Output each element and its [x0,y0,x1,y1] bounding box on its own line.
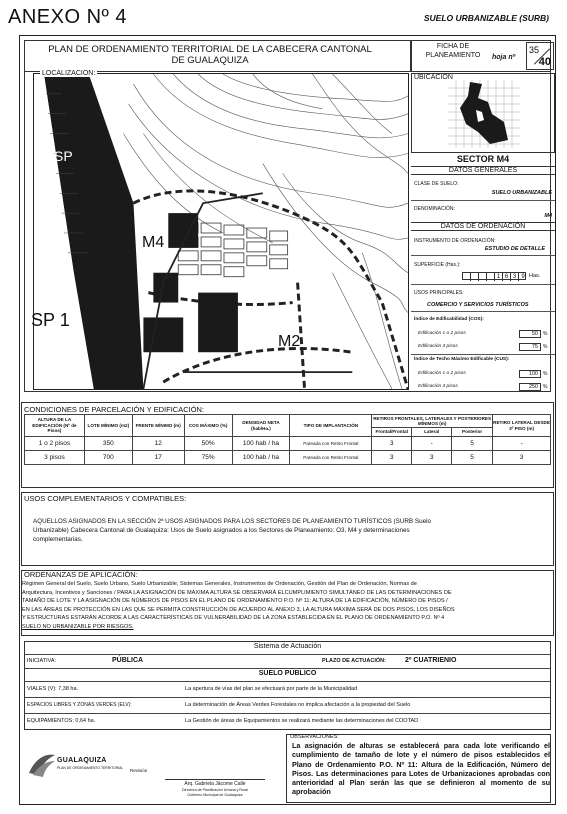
cell-densidad: 100 hab / ha [232,437,290,451]
plazo-label: PLAZO DE ACTUACIÓN: [322,658,386,664]
map-label-sp: SP [54,148,73,164]
pct-sign: % [543,331,548,337]
th-lateral: Lateral [412,428,452,437]
th-cos: COS MÁXIMO (%) [184,415,232,437]
cus-row-2-label: Edificación 3 pisos [418,384,458,389]
cell-lote: 350 [84,437,132,451]
pct-sign: % [543,384,548,390]
localizacion-label: LOCALIZACION: [42,70,96,77]
map-label-sp1: SP 1 [31,310,70,330]
ordenanzas-title: ORDENANZAS DE APLICACIÓN: [24,570,138,579]
cell-cos: 50% [184,437,232,451]
cell-lote: 700 [84,451,132,465]
cell-frente: 17 [132,451,184,465]
category-label: SUELO URBANIZABLE (SURB) [423,13,549,23]
cell-frontal: 3 [372,437,412,451]
viales-label: VIALES (V): 7,38 ha. [27,686,79,692]
espacios-label: ESPACIOS LIBRES Y ZONAS VERDES (ELV): [27,702,132,708]
superficie-unit: Has. [529,273,541,279]
th-retiros: RETIROS FRONTALES, LATERALES Y POSTERIORES MÍNIMOS (m) [373,415,492,426]
ubicacion-mini-map [448,80,520,148]
th-frente: FRENTE MÍNIMO (m) [132,415,184,437]
plan-title: PLAN DE ORDENAMIENTO TERRITORIAL DE LA CABECERA CANTONAL DE GUALAQUIZA [48,44,372,66]
superficie-label: SUPERFICIE (Has.): [414,262,461,268]
plazo-value: 2º CUATRIENIO [405,657,457,664]
revision-label: Revisión [130,768,148,773]
ficha-label: FICHA DE PLANEAMIENTO [425,43,481,59]
clase-label: CLASE DE SUELO: [414,181,459,187]
sistema-title: Sistema de Actuación [253,643,322,650]
observaciones-label: OBSERVACIONES: [290,734,339,740]
logo-name: GUALAQUIZA [57,757,107,764]
logo-subtitle: PLAN DE ORDENAMIENTO TERRITORIAL [57,766,124,770]
denominacion-value: M4 [544,213,552,219]
equipamientos-text: La Gestión de áreas de Equipamientos se realizará mediante las determinaciones del COOTAD [185,718,419,724]
divider [411,311,555,312]
espacios-text: La determinación de Áreas Verdes Forestales no implica afectación a la propiedad del Suelo [185,702,411,708]
map-drawing [34,74,408,389]
divider [411,255,555,256]
cos-title: Índice de Edificabilidad (COS): [414,317,484,322]
clase-value: SUELO URBANIZABLE [491,190,552,196]
divider [24,654,551,655]
denominacion-label: DENOMINACIÓN: [414,206,455,212]
cell-tipo: Pareada con Retiro Frontal [290,451,372,465]
cus-row-1-label: Edificación 1 o 2 pisos [418,371,466,376]
cell-retiro: - [493,437,551,451]
superficie-digits: 1 6 3 9 [462,272,526,280]
map-label-m2: M2 [278,333,301,350]
hoja-label: hoja nº [492,54,516,61]
table-row [25,437,551,451]
sector-title: SECTOR M4 [456,154,510,164]
datos-ordenacion-heading: DATOS DE ORDENACIÓN [411,222,555,231]
cell-frente: 12 [132,437,184,451]
cos-row-2-label: Edificación 3 pisos [418,344,458,349]
location-map [33,73,409,390]
divider [411,354,555,355]
datos-generales-heading: DATOS GENERALES [411,166,555,175]
th-densidad: DENSIDAD NETA (hab/Ha.) [232,415,290,437]
signer-organization: Gobierno Municipal de Gualaquiza [187,793,243,797]
divider [411,284,555,285]
th-frontal: Frontal/Frontal [372,428,412,437]
cell-altura: 3 pisos [25,451,85,465]
instrumento-label: INSTRUMENTO DE ORDENACIÓN: [414,238,496,244]
cell-frontal: 3 [372,451,412,465]
cell-altura: 1 o 2 pisos [25,437,85,451]
divider [24,668,551,669]
cell-densidad: 100 hab / ha [232,451,290,465]
th-tipo: TIPO DE IMPLANTACIÓN [290,415,372,437]
th-posterior: Posterior [452,428,493,437]
instrumento-value: ESTUDIO DE DETALLE [484,246,545,252]
signature-line [165,779,265,780]
parcelacion-title: CONDICIONES DE PARCELACIÓN Y EDIFICACIÓN: [24,405,205,414]
cos-row-2-value: 75 [519,343,541,351]
pct-sign: % [543,344,548,350]
gualaquiza-logo [27,749,89,779]
divider [24,713,551,714]
cell-lateral: 3 [412,451,452,465]
th-lote: LOTE MÍNIMO (m2) [84,415,132,437]
map-label-m4: M4 [142,234,165,251]
anexo-title: ANEXO Nº 4 [8,6,128,28]
page-number: 35 40 [526,42,554,70]
cus-title: Índice de Techo Máximo Edificable (CUS): [414,357,510,362]
cell-posterior: 5 [452,451,493,465]
cell-tipo: Pareada con Retiro Frontal [290,437,372,451]
divider [411,200,555,201]
usos-text: AQUELLOS ASIGNADOS EN LA SECCIÓN 2ª USOS ASIGNADOS PARA LOS SECTORES DE PLANEAMIENTO TURÍSTICOS (SURB Suelo Urbanizable) Cabecera Cantonal de Gualaquiza: Usos de Suelo asignados a los Sectores de Planeamiento: O3, M4 y determinaciones complementarias. [33,518,431,543]
ubicacion-label: UBICACION [414,74,453,81]
cell-posterior: 5 [452,437,493,451]
cell-cos: 75% [184,451,232,465]
divider [24,697,551,698]
cus-row-1-value: 100 [519,370,541,378]
parcelacion-table [24,414,551,465]
signer-title: Directora de Planificación Urbana y Rural [182,788,248,792]
iniciativa-label: INICIATIVA: [27,658,57,664]
table-row [25,451,551,465]
usos-title: USOS COMPLEMENTARIOS Y COMPATIBLES: [24,494,187,503]
cos-row-1-value: 50 [519,330,541,338]
suelo-publico-heading: SUELO PÚBLICO [258,670,317,677]
th-altura: ALTURA DE LA EDIFICACIÓN (Nº de Pisos) [25,415,85,437]
observaciones-text: La asignación de alturas se establecerá para cada lote verificando el cumplimiento de tamaño de lote y el número de pisos establecidos el Plano de Ordenamiento P.O. Nº 11: Altura de la Edificación, Número de Pisos. Las determinaciones para Lotes de Urbanizaciones aprobadas con anterioridad al Plan serán las que se definieron al momento de su aprobación [292,741,550,797]
cos-row-1-label: Edificación 1 o 2 pisos [418,331,466,336]
equipamientos-label: EQUIPAMIENTOS: 0,64 ha. [27,718,96,724]
ordenanzas-text: Régimen General del Suelo, Suelo Urbano, Suelo Urbanizable, Sistemas Generales, Instrumentos de Ordenación, Gestión del Plan de Ordenación, Normas de Arquitectura, Incentivos y Sanciones / PARA LA ASIGNACIÓN DE MÁXIMA ALTURA SE OBSERVARÁ ELCUMPLIMIENTO SIMULTÁNEO DE LAS DETERMINACIONES DE TAMAÑO DE LOTE Y LA ASIGNACIÓN DE NÚMEROS DE PISOS EN EL PLANO DE ORDENAMIENTO P.O. Nº 11: ALTURA DE LA EDIFICACIÓN, NÚMERO DE PISOS / EN LAS ÁREAS DE PROTECCIÓN EN LAS QUE SE PERMITA CONSTRUCCIÓN DE ACUERDO AL ANEXO 3, LA ALTURA MÁXIMA SERÁ DE DOS PISOS, LOS DISEÑOS Y ESTRUCTURAS ESTARÁN ACORDE A LAS CARACTERÍSTICAS DE VULNERABILIDAD DE LA ZONA ESTABLECIDA EN EL PLANO DE ORDENAMIENTO P.O. Nº 4 SUELO NO URBANIZABLE POR RIESGOS. [22,581,455,630]
viales-text: La apertura de vías del plan se efectuará por parte de la Municipalidad [185,686,358,692]
cell-lateral: - [412,437,452,451]
usos-label: USOS PRINCIPALES: [414,290,464,296]
cus-row-2-value: 250 [519,383,541,391]
th-retiro-lateral: RETIRO LATERAL DESDE 3º PISO (m) [493,415,551,437]
iniciativa-value: PÚBLICA [112,657,144,664]
divider [24,681,551,682]
pct-sign: % [543,371,548,377]
signer-name: Arq. Gabriela Jácome Calle [184,781,246,787]
cell-retiro: 3 [493,451,551,465]
usos-value: COMERCIO Y SERVICIOS TURÍSTICOS [427,302,529,308]
